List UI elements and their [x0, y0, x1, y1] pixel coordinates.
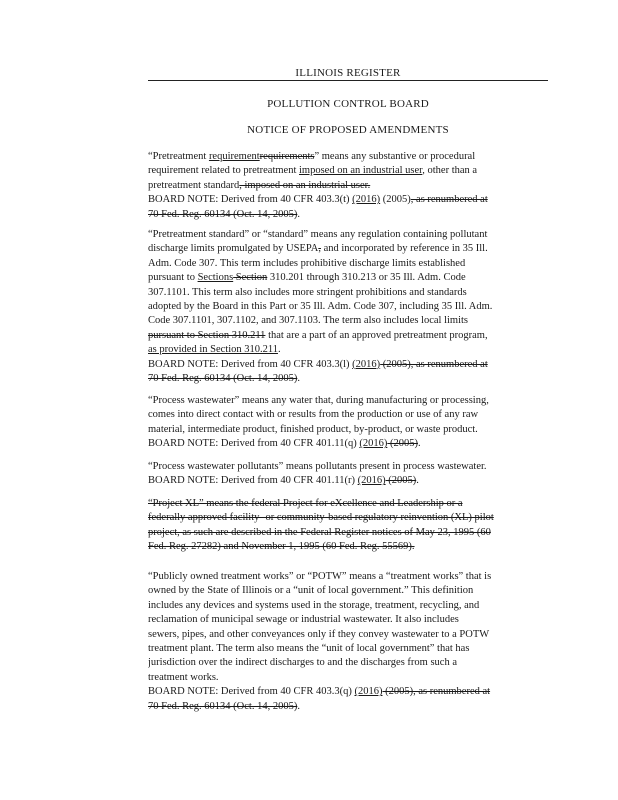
board-note: BOARD NOTE: Derived from 40 CFR 403.3(t) (2016) (2005), as renumbered at [148, 194, 488, 206]
definition-process-wastewater-pollutants: “Process wastewater pollutants” means pollutants present in process wastewater. BOARD NOTE: Derived from 40 CFR 401.11(r) (2016) (2005). [148, 460, 548, 489]
definition-process-wastewater: “Process wastewater” means any water that, during manufacturing or processing, comes into direct contact with or results from the production or use of any raw material, intermediate product, finished product, by-product, or waste product. BOARD NOTE: Derived from 40 CFR 401.11(q) (2016) (2005). [148, 394, 548, 452]
board-note: BOARD NOTE: Derived from 40 CFR 403.3(l) (2016) (2005), as renumbered at [148, 358, 488, 370]
board-name: POLLUTION CONTROL BOARD [267, 98, 429, 110]
board-note: BOARD NOTE: Derived from 40 CFR 401.11(q) (2016) (2005). [148, 438, 421, 450]
board-note: BOARD NOTE: Derived from 40 CFR 401.11(r) (2016) (2005). [148, 475, 419, 487]
definition-pretreatment-requirement: “Pretreatment requirementrequirements” means any substantive or procedural requirement related to pretreatment imposed on an industrial user, other than a pretreatment standard, imposed on an industrial user. BOARD NOTE: Derived from 40 CFR 403.3(t) (2016) (2005), as renumbered at 70 Fed. Reg. 60134 (Oct. 14, 2005). [148, 150, 548, 222]
register-title: ILLINOIS REGISTER [295, 67, 401, 79]
board-note: BOARD NOTE: Derived from 40 CFR 403.3(q) (2016) (2005), as renumbered at [148, 686, 491, 698]
header-rule [148, 80, 548, 81]
definition-project-xl-deleted: “Project XL” means the federal Project for eXcellence and Leadership or a federally approved facility- or community-based regulatory reinvention (XL) pilot project, as such are described in the Federal Register notices of May 23, 1995 (60 Fed. Reg. 27282) and November 1, 1995 (60 Fed. Reg. 55569). [148, 498, 494, 553]
definition-pretreatment-standard: “Pretreatment standard” or “standard” means any regulation containing pollutant discharge limits promulgated by USEPA, and incorporated by reference in 35 Ill. Adm. Code 307. This term includes prohibitive discharge limits established pursuant to Sections Section 310.201 through 310.213 or 35 Ill. Adm. Code 307.1101. This term also includes more stringent prohibitions and standards adopted by the Board in this Part or 35 Ill. Adm. Code 307, including 35 Ill. Adm. Code 307.1101, 307.1102, and 307.1103. The term also includes local limits pursuant to Section 310.211 that are a part of an approved pretreatment program, as provided in Section 310.211. BOARD NOTE: Derived from 40 CFR 403.3(l) (2016) (2005), as renumbered at 70 Fed. Reg. 60134 (Oct. 14, 2005). [148, 228, 548, 386]
notice-title: NOTICE OF PROPOSED AMENDMENTS [247, 124, 449, 136]
definition-potw: “Publicly owned treatment works” or “POTW” means a “treatment works” that is owned by the State of Illinois or a “unit of local government.” This definition includes any devices and systems used in the storage, treatment, recycling, and reclamation of municipal sewage or industrial wastewater. It also includes sewers, pipes, and other conveyances only if they convey wastewater to a POTW treatment plant. The term also means the “unit of local government” that has jurisdiction over the indirect discharges to and the discharges from such a treatment works. BOARD NOTE: Derived from 40 CFR 403.3(q) (2016) (2005), as renumbered at 70 Fed. Reg. 60134 (Oct. 14, 2005). [148, 570, 548, 714]
